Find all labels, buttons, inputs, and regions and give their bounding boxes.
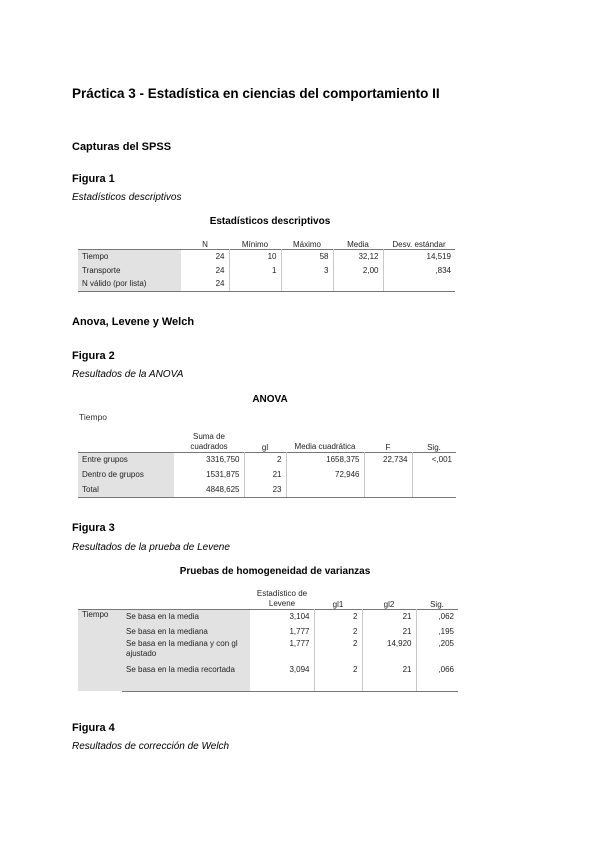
header-cell: F — [385, 442, 391, 452]
anova-table — [78, 426, 456, 498]
cell: 3,104 — [250, 609, 314, 624]
table-row — [78, 263, 455, 277]
cell: ,205 — [438, 639, 454, 648]
levene-table-title: Pruebas de homogeneidad de varianzas — [179, 566, 371, 577]
figure-1-label: Figura 1 — [72, 173, 115, 185]
figure-2-label: Figura 2 — [72, 350, 115, 362]
row-label: Transporte — [78, 263, 181, 277]
cell: 2 — [314, 624, 362, 639]
anova-dependent-label: Tiempo — [79, 412, 108, 422]
header-cell: Media — [347, 239, 369, 249]
cell: 23 — [244, 482, 286, 497]
header-cell — [78, 233, 181, 249]
cell: 3316,750 — [174, 452, 244, 467]
cell — [333, 277, 383, 291]
header-cell: N — [202, 239, 208, 249]
levene-table — [78, 583, 458, 692]
header-cell: Suma de cuadrados — [190, 431, 228, 451]
table-row — [78, 482, 456, 497]
cell: 3 — [281, 263, 333, 277]
header-cell: Desv. estándar — [392, 239, 446, 249]
cell: 72,946 — [286, 467, 364, 482]
header-cell: Estadístico de Levene — [256, 588, 308, 608]
cell: 1658,375 — [286, 452, 364, 467]
cell: 32,12 — [333, 249, 383, 263]
cell: 21 — [362, 624, 416, 639]
cell: 4848,625 — [174, 482, 244, 497]
header-cell: gl2 — [383, 599, 395, 609]
cell: 1,777 — [250, 624, 314, 639]
cell — [281, 277, 333, 291]
row-label: Dentro de grupos — [78, 467, 174, 482]
cell: 2 — [314, 665, 362, 691]
section-heading-anova: Anova, Levene y Welch — [72, 316, 195, 328]
row-label: Se basa en la mediana y con gl ajustado — [122, 639, 250, 665]
header-cell: gl1 — [332, 599, 344, 609]
header-cell — [78, 583, 122, 609]
cell: ,834 — [435, 265, 451, 275]
figure-3-caption: Resultados de la prueba de Levene — [72, 542, 230, 553]
cell: 24 — [181, 277, 229, 291]
header-cell — [122, 583, 250, 609]
cell — [286, 482, 364, 497]
table-row — [78, 609, 458, 624]
cell — [412, 482, 456, 497]
cell — [383, 277, 455, 291]
descriptives-table-title: Estadísticos descriptivos — [209, 216, 331, 227]
cell: 1 — [229, 263, 281, 277]
cell: 14,920 — [362, 639, 416, 665]
cell: 21 — [362, 609, 416, 624]
table-row — [78, 665, 458, 691]
table-row — [78, 624, 458, 639]
cell: 2,00 — [333, 263, 383, 277]
header-cell: Mínimo — [241, 239, 269, 249]
header-cell — [78, 426, 174, 452]
header-cell: Sig. — [430, 599, 444, 609]
header-cell: gl — [261, 442, 269, 452]
anova-table-title: ANOVA — [252, 394, 288, 405]
table-row — [78, 639, 458, 665]
cell: 22,734 — [364, 452, 412, 467]
cell: 3,094 — [250, 665, 314, 691]
row-label: N válido (por lista) — [78, 277, 181, 291]
cell: 1531,875 — [174, 467, 244, 482]
cell: 2 — [244, 452, 286, 467]
cell — [229, 277, 281, 291]
cell: ,195 — [438, 627, 454, 636]
header-cell: Media cuadrática — [294, 441, 356, 451]
cell — [364, 482, 412, 497]
row-label: Tiempo — [78, 249, 181, 263]
cell — [364, 467, 412, 482]
table-row — [78, 467, 456, 482]
row-group-label: Tiempo — [78, 609, 122, 691]
header-cell: Sig. — [427, 442, 441, 452]
cell — [412, 467, 456, 482]
figure-4-label: Figura 4 — [72, 722, 115, 734]
row-label: Se basa en la media — [122, 609, 250, 624]
descriptives-table — [78, 233, 455, 292]
row-label: Se basa en la mediana — [122, 624, 250, 639]
cell: 2 — [314, 609, 362, 624]
row-label: Se basa en la media recortada — [122, 665, 250, 691]
cell: 10 — [229, 249, 281, 263]
figure-4-caption: Resultados de corrección de Welch — [72, 741, 230, 752]
figure-1-caption: Estadísticos descriptivos — [72, 192, 182, 203]
cell: <,001 — [412, 452, 456, 467]
cell: 1,777 — [250, 639, 314, 665]
figure-2-caption: Resultados de la ANOVA — [72, 369, 184, 380]
cell: ,066 — [416, 665, 458, 691]
row-label: Total — [78, 482, 174, 497]
cell: 21 — [244, 467, 286, 482]
table-row — [78, 277, 455, 291]
table-row — [78, 249, 455, 263]
header-cell: Máximo — [292, 239, 321, 249]
page-title: Práctica 3 - Estadística en ciencias del comportamiento II — [72, 86, 440, 101]
cell: 24 — [181, 263, 229, 277]
cell: 14,519 — [383, 249, 455, 263]
table-row — [78, 452, 456, 467]
row-label: Entre grupos — [78, 452, 174, 467]
cell: 21 — [362, 665, 416, 691]
cell: ,062 — [416, 609, 458, 624]
cell: 58 — [281, 249, 333, 263]
cell: 2 — [314, 639, 362, 665]
figure-3-label: Figura 3 — [72, 522, 115, 534]
section-heading-spss: Capturas del SPSS — [72, 141, 172, 153]
cell: 24 — [181, 249, 229, 263]
